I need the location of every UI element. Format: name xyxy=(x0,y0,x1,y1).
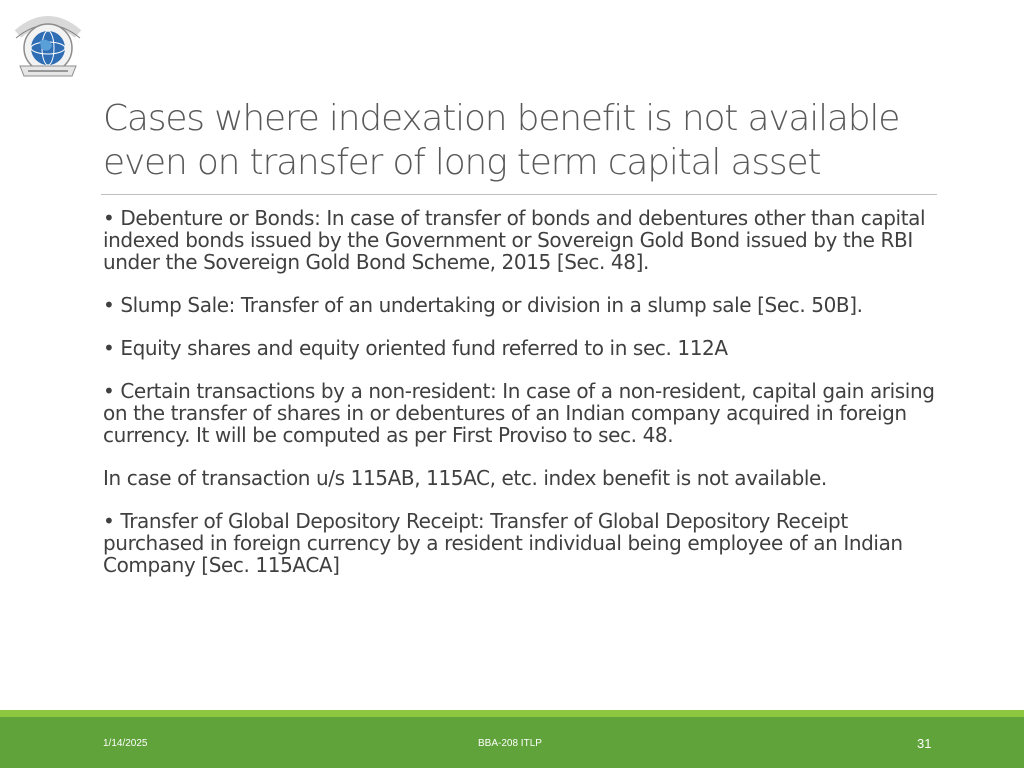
body-paragraph-non-resident: • Certain transactions by a non-resident: In case of a non-resident, capital gain arising on the transfer of shares in or debentures of an Indian company acquired in foreign currency. It will be computed as per First Proviso to sec. 48. xyxy=(103,379,935,447)
body-paragraph-gdr: • Transfer of Global Depository Receipt: Transfer of Global Depository Receipt purchased in foreign currency by a resident individual being employee of an Indian Company [Sec. 115ACA] xyxy=(103,509,903,577)
footer-course-code: BBA-208 ITLP xyxy=(478,738,542,749)
university-emblem-icon xyxy=(10,8,86,86)
body-paragraph-115ab: In case of transaction u/s 115AB, 115AC, etc. index benefit is not available. xyxy=(103,466,827,490)
body-paragraph-slump-sale: • Slump Sale: Transfer of an undertaking or division in a slump sale [Sec. 50B]. xyxy=(103,293,863,317)
slide-title xyxy=(103,97,963,185)
footer-page-number: 31 xyxy=(917,736,932,751)
footer-accent-bar xyxy=(0,710,1024,717)
slide-title-line-1: Cases where indexation benefit is not available xyxy=(103,98,900,139)
footer-date: 1/14/2025 xyxy=(103,738,148,749)
body-paragraph-equity-shares: • Equity shares and equity oriented fund referred to in sec. 112A xyxy=(103,336,728,360)
slide-body xyxy=(103,207,943,597)
body-paragraph-debentures: • Debenture or Bonds: In case of transfer of bonds and debentures other than capital indexed bonds issued by the Government or Sovereign Gold Bond issued by the RBI under the Sovereign Gold Bond Scheme, 2015 [Sec. 48]. xyxy=(103,206,926,274)
footer-bar xyxy=(0,717,1024,768)
slide-title-line-2: even on transfer of long term capital asset xyxy=(103,142,821,183)
title-divider xyxy=(101,194,937,195)
